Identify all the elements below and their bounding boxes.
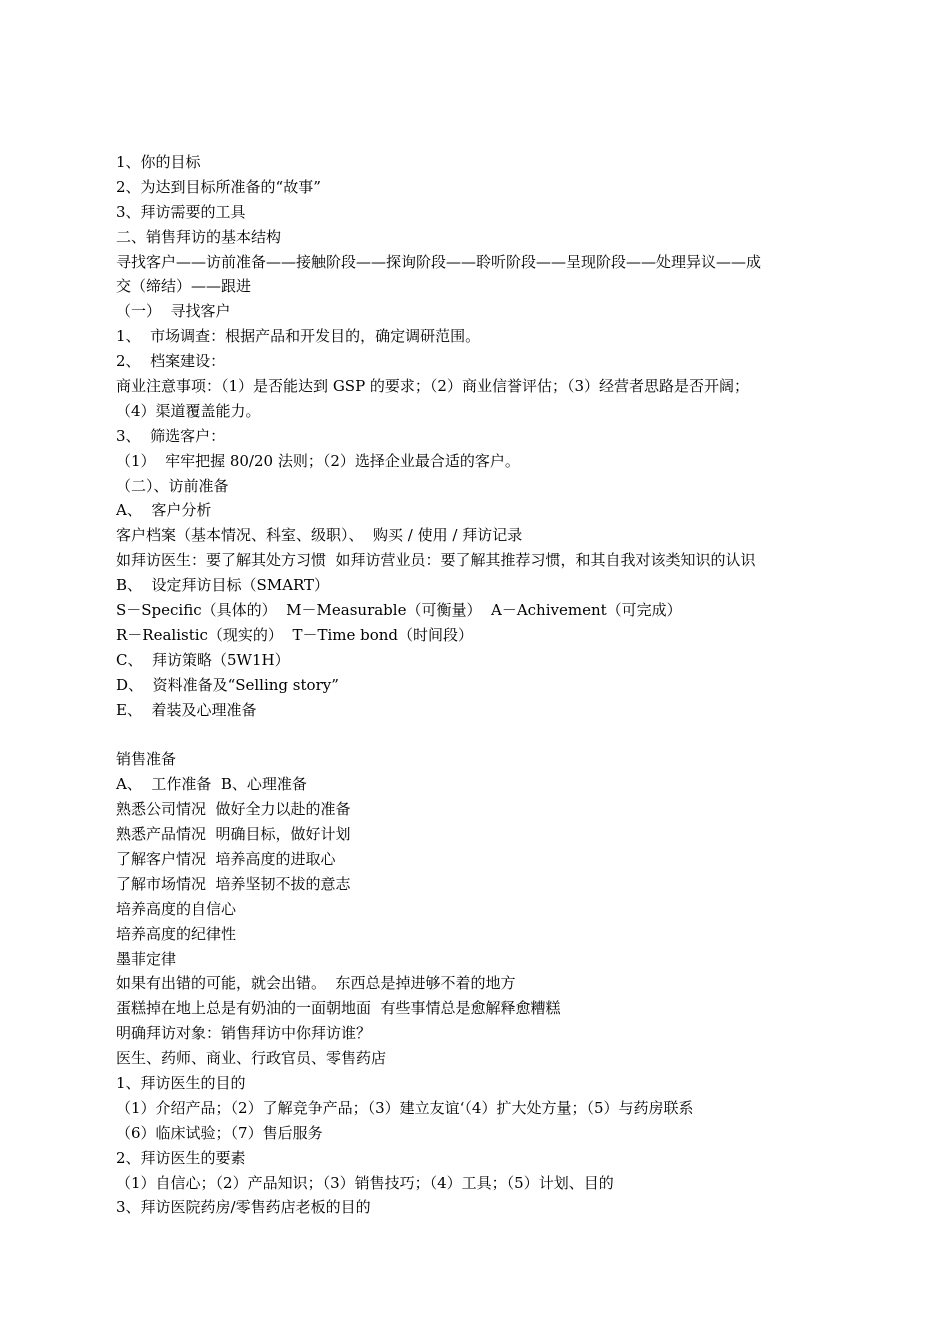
text-line: （1）自信心；（2）产品知识；（3）销售技巧；（4）工具；（5）计划、目的 bbox=[116, 1173, 614, 1192]
text-line: A、 客户分析 bbox=[116, 501, 212, 520]
text-line: 1、拜访医生的目的 bbox=[116, 1073, 246, 1092]
text-line: 2、为达到目标所准备的“故事” bbox=[116, 177, 321, 196]
text-line: 1、你的目标 bbox=[116, 153, 201, 171]
text-line: 3、拜访医院药房/零售药店老板的目的 bbox=[116, 1198, 371, 1217]
text-line: C、 拜访策略（5W1H） bbox=[116, 650, 290, 669]
text-line: 2、 档案建设： bbox=[116, 352, 226, 371]
text-line: 交（缔结）——跟进 bbox=[116, 277, 252, 296]
text-line: 熟悉公司情况 做好全力以赴的准备 bbox=[116, 800, 351, 819]
text-line: 如果有出错的可能，就会出错。 东西总是掉进够不着的地方 bbox=[116, 974, 516, 993]
text-line: （1） 牢牢把握 80/20 法则；（2）选择企业最合适的客户。 bbox=[116, 451, 520, 470]
text-line: R－Realistic（现实的） T－Time bond（时间段） bbox=[116, 625, 474, 644]
text-line: 医生、药师、商业、行政官员、零售药店 bbox=[116, 1049, 387, 1068]
text-line: 蛋糕掉在地上总是有奶油的一面朝地面 有些事情总是愈解释愈糟糕 bbox=[116, 999, 561, 1018]
text-line: （1）介绍产品；（2）了解竞争产品；（3）建立友谊‘（4）扩大处方量；（5）与药房联系 bbox=[116, 1098, 694, 1117]
text-line: 客户档案（基本情况、科室、级职）、 购买 / 使用 / 拜访记录 bbox=[116, 526, 523, 545]
section-heading: 墨菲定律 bbox=[116, 949, 177, 968]
text-line: E、 着装及心理准备 bbox=[116, 700, 257, 719]
section-heading: 销售准备 bbox=[116, 750, 177, 769]
text-line: S－Specific（具体的） M－Measurable（可衡量） A－Achivement（可完成） bbox=[116, 601, 682, 620]
text-line: A、 工作准备 B、心理准备 bbox=[116, 775, 307, 794]
text-line: 明确拜访对象：销售拜访中你拜访谁？ bbox=[116, 1024, 372, 1043]
subsection-heading: （二）、访前准备 bbox=[116, 476, 229, 495]
text-line: 2、拜访医生的要素 bbox=[116, 1148, 246, 1167]
text-line: 培养高度的自信心 bbox=[116, 899, 237, 918]
text-line: 3、 筛选客户： bbox=[116, 426, 226, 445]
text-line: D、 资料准备及“Selling story” bbox=[116, 675, 339, 694]
text-line: 熟悉产品情况 明确目标，做好计划 bbox=[116, 825, 351, 844]
text-line: 寻找客户——访前准备——接触阶段——探询阶段——聆听阶段——呈现阶段——处理异议——成 bbox=[116, 252, 762, 271]
section-heading: 二、销售拜访的基本结构 bbox=[116, 227, 282, 246]
text-line: 3、拜访需要的工具 bbox=[116, 202, 246, 221]
subsection-heading: （一） 寻找客户 bbox=[116, 302, 231, 321]
document-body bbox=[116, 150, 856, 1220]
text-line: 了解市场情况 培养坚韧不拔的意志 bbox=[116, 874, 351, 893]
text-line: 培养高度的纪律性 bbox=[116, 924, 237, 943]
text-line: 如拜访医生：要了解其处方习惯 如拜访营业员：要了解其推荐习惯，和其自我对该类知识的认识 bbox=[116, 551, 756, 570]
text-line: （4）渠道覆盖能力。 bbox=[116, 401, 261, 420]
text-line: 1、 市场调查：根据产品和开发目的，确定调研范围。 bbox=[116, 327, 481, 346]
blank-line bbox=[116, 722, 856, 747]
text-line: （6）临床试验；（7）售后服务 bbox=[116, 1123, 323, 1142]
text-line: 商业注意事项：（1）是否能达到 GSP 的要求；（2）商业信誉评估；（3）经营者思路是否开阔； bbox=[116, 377, 750, 396]
text-line: B、 设定拜访目标（SMART） bbox=[116, 576, 330, 595]
text-line: 了解客户情况 培养高度的进取心 bbox=[116, 849, 336, 868]
